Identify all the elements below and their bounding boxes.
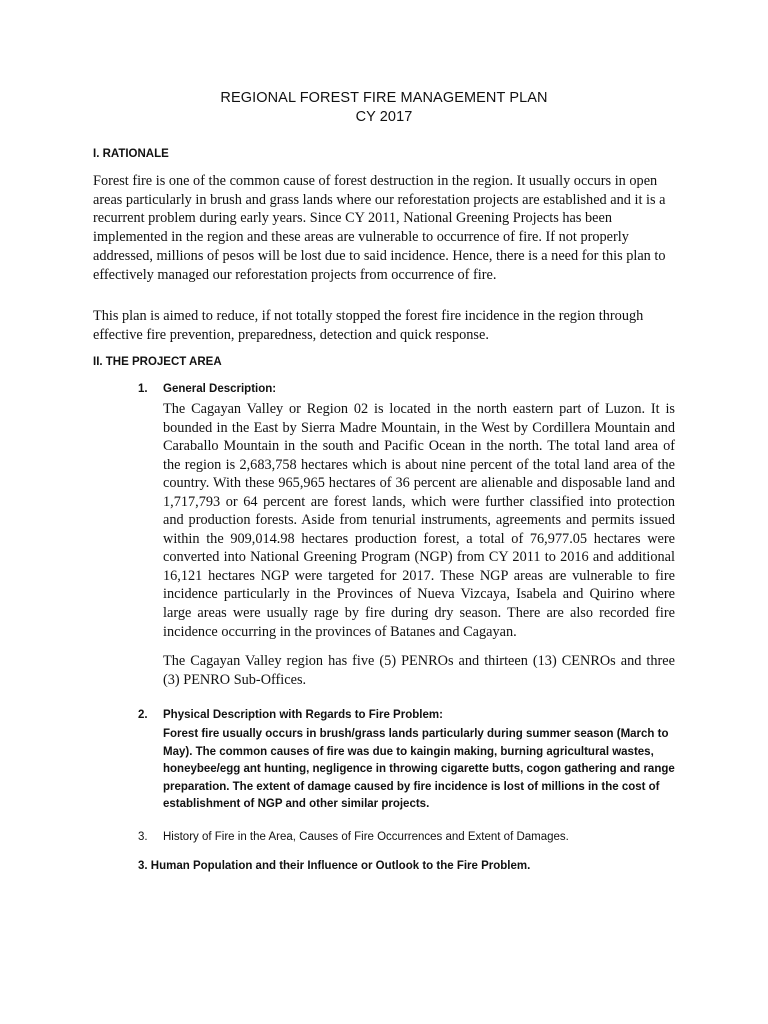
- physical-description-paragraph: Forest fire usually occurs in brush/grass lands particularly during summer season (March to May). The common causes of fire was due to kaingin making, burning agricultural wastes, honeybee/egg ant hunting, negligence in throwing cigarette butts, cogon gathering and range preparation. The extent of damage caused by fire incidence is lost of millions in the cost of establishment of NGP and other similar projects.: [163, 728, 675, 811]
- item-number-1: 1.: [138, 383, 148, 395]
- item-number-2: 2.: [138, 709, 148, 721]
- rationale-paragraph-1: Forest fire is one of the common cause of forest destruction in the region. It usually occurs in open areas particularly in brush and grass lands where our reforestation projects are established and it is a recurrent problem during early years. Since CY 2011, National Greening Projects has been implemented in the region and these areas are vulnerable to occurrence of fire. If not properly addressed, millions of pesos will be lost due to said incidence. Hence, there is a need for this plan to effectively managed our reforestation projects from occurrence of fire.: [93, 173, 666, 283]
- section-heading-project-area: II. THE PROJECT AREA: [93, 356, 222, 368]
- document-title: REGIONAL FOREST FIRE MANAGEMENT PLAN: [220, 90, 548, 106]
- general-description-offices: The Cagayan Valley region has five (5) PENROs and thirteen (13) CENROs and three (3) PENRO Sub-Offices.: [163, 653, 675, 688]
- human-population-item: 3. Human Population and their Influence or Outlook to the Fire Problem.: [138, 860, 531, 872]
- general-description-paragraph: The Cagayan Valley or Region 02 is located in the north eastern part of Luzon. It is bounded in the East by Sierra Madre Mountain, in the West by Cordillera Mountain and Caraballo Mountain in the south and Pacific Ocean in the north. The total land area of the region is 2,683,758 hectares which is about nine percent of the total land area of the country. With these 965,965 hectares of 36 percent are alienable and disposable land and 1,717,793 or 64 percent are forest lands, which were further classified into protection and production forests. Aside from tenurial instruments, agreements and permits issued within the 909,014.98 hectares production forest, a total of 76,977.05 hectares were converted into National Greening Program (NGP) from CY 2011 to 2016 and additional 16,121 hectares NGP were targeted for 2017. These NGP areas are vulnerable to fire incidence particularly in the Provinces of Nueva Vizcaya, Isabela and Quirino where large areas were usually rage by fire during dry season. There are also recorded fire incidence occurring in the provinces of Batanes and Cagayan.: [163, 401, 675, 640]
- rationale-paragraph-2: This plan is aimed to reduce, if not totally stopped the forest fire incidence in the region through effective fire prevention, preparedness, detection and quick response.: [93, 308, 644, 343]
- history-of-fire-item: History of Fire in the Area, Causes of Fire Occurrences and Extent of Damages.: [163, 831, 569, 843]
- item-number-3: 3.: [138, 831, 148, 843]
- physical-description-heading: Physical Description with Regards to Fire Problem:: [163, 709, 443, 721]
- section-heading-rationale: I. RATIONALE: [93, 148, 169, 160]
- general-description-heading: General Description:: [163, 383, 277, 395]
- document-subtitle: CY 2017: [355, 109, 413, 125]
